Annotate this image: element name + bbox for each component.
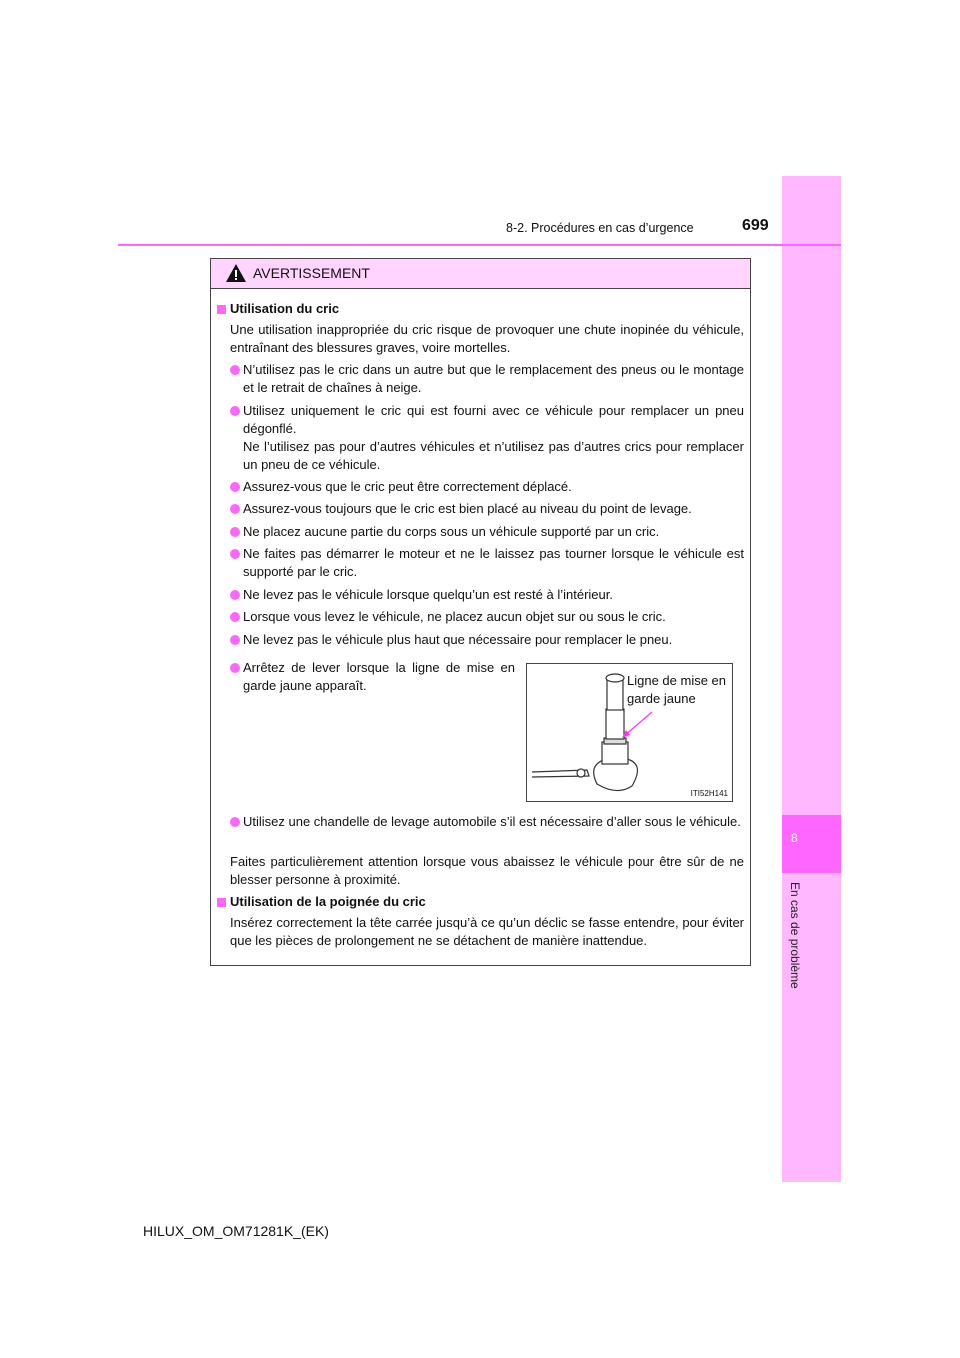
section-heading: Utilisation du cric — [230, 301, 340, 316]
footer-code: HILUX_OM_OM71281K_(EK) — [143, 1223, 329, 1239]
bullet-icon — [230, 612, 240, 622]
list-item: Ne levez pas le véhicule plus haut que nécessaire pour remplacer le pneu. — [243, 632, 673, 647]
paragraph: Une utilisation inappropriée du cric risque de provoquer une chute inopinée du véhicule, entraînant des blessures graves, voire mortelles. — [230, 322, 744, 355]
chapter-number: 8 — [791, 831, 798, 845]
list-item: Ne placez aucune partie du corps sous un véhicule supporté par un cric. — [243, 524, 660, 539]
paragraph: Faites particulièrement attention lorsque vous abaissez le véhicule pour être sûr de ne blesser personne à proximité. — [230, 854, 744, 887]
warning-icon — [225, 263, 247, 283]
list-item: Assurez-vous que le cric peut être correctement déplacé. — [243, 479, 572, 494]
bullet-icon — [230, 590, 240, 600]
warning-header — [211, 259, 750, 289]
section-title: 8-2. Procédures en cas d’urgence — [506, 221, 694, 235]
bullet-icon — [230, 635, 240, 645]
bullet-icon — [230, 663, 240, 673]
list-item: Utilisez une chandelle de levage automobile s’il est nécessaire d’aller sous le véhicule. — [243, 814, 741, 829]
jack-illustration — [526, 663, 733, 802]
square-bullet-icon — [217, 898, 226, 907]
bullet-icon — [230, 549, 240, 559]
list-item: N’utilisez pas le cric dans un autre but que le remplacement des pneus ou le montage et le retrait de chaînes à neige. — [243, 362, 744, 395]
header-divider — [118, 244, 841, 246]
warning-box — [210, 258, 751, 966]
bullet-icon — [230, 817, 240, 827]
bullet-icon — [230, 504, 240, 514]
list-item: Ne faites pas démarrer le moteur et ne le laissez pas tourner lorsque le véhicule est supporté par le cric. — [243, 546, 744, 579]
figure-code: ITI52H141 — [690, 789, 728, 798]
side-tab — [782, 176, 841, 1182]
chapter-tab — [782, 815, 841, 873]
square-bullet-icon — [217, 305, 226, 314]
chapter-label: En cas de problème — [788, 882, 802, 989]
page-number: 699 — [742, 217, 769, 234]
paragraph: Insérez correctement la tête carrée jusqu’à ce qu’un déclic se fasse entendre, pour éviter que les pièces de prolongement ne se détachent de manière inattendue. — [230, 915, 744, 948]
warning-title: AVERTISSEMENT — [253, 265, 370, 281]
bullet-icon — [230, 365, 240, 375]
list-item: Arrêtez de lever lorsque la ligne de mise en garde jaune apparaît. — [243, 660, 515, 693]
list-item: Lorsque vous levez le véhicule, ne placez aucun objet sur ou sous le cric. — [243, 609, 666, 624]
figure-label: Ligne de mise en garde jaune — [627, 673, 727, 706]
section-heading: Utilisation de la poignée du cric — [230, 894, 426, 909]
bullet-icon — [230, 527, 240, 537]
list-item: Ne levez pas le véhicule lorsque quelqu’un est resté à l’intérieur. — [243, 587, 613, 602]
bullet-icon — [230, 406, 240, 416]
list-item: Ne l’utilisez pas pour d’autres véhicules et n’utilisez pas d’autres crics pour remplacer un pneu de ce véhicule. — [243, 439, 744, 472]
bullet-icon — [230, 482, 240, 492]
list-item: Utilisez uniquement le cric qui est fourni avec ce véhicule pour remplacer un pneu dégonflé. — [243, 403, 744, 436]
list-item: Assurez-vous toujours que le cric est bien placé au niveau du point de levage. — [243, 501, 692, 516]
